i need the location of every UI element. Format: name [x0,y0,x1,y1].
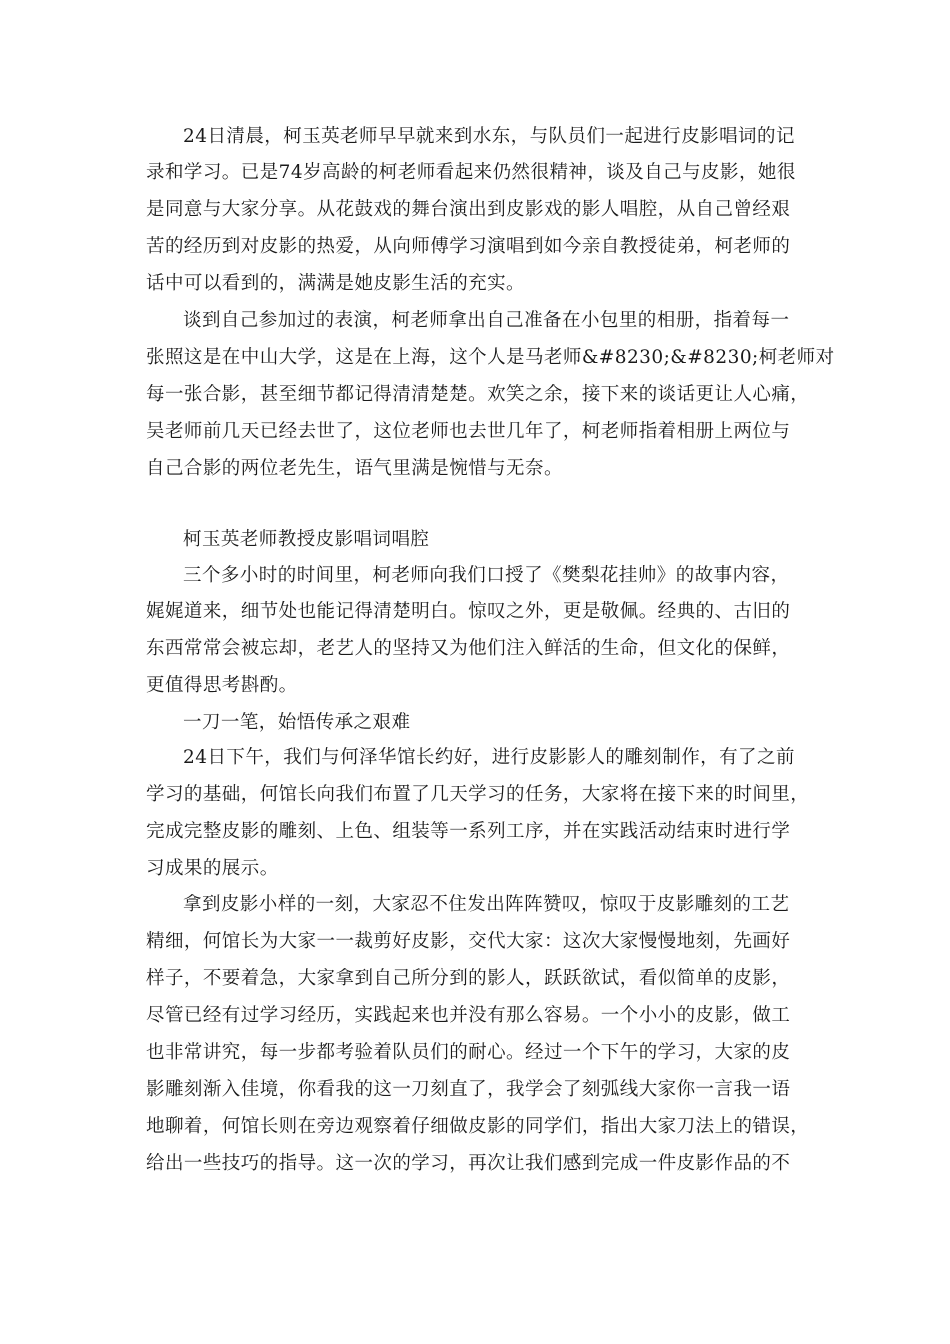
paragraph-3-line-3: 东西常常会被忘却，老艺人的坚持又为他们注入鲜活的生命，但文化的保鲜， [146,638,791,659]
paragraph-1-line-5: 话中可以看到的，满满是她皮影生活的充实。 [146,273,526,294]
paragraph-5-line-4: 尽管已经有过学习经历，实践起来也并没有那么容易。一个小小的皮影，做工 [146,1005,791,1026]
paragraph-1-line-4: 苦的经历到对皮影的热爱，从向师傅学习演唱到如今亲自教授徒弟，柯老师的 [146,236,791,257]
paragraph-2-line-3: 每一张合影，甚至细节都记得清清楚楚。欢笑之余，接下来的谈话更让人心痛， [146,384,810,405]
paragraph-5-line-6: 影雕刻渐入佳境，你看我的这一刀刻直了，我学会了刻弧线大家你一言我一语 [146,1079,791,1100]
paragraph-5-line-7: 地聊着，何馆长则在旁边观察着仔细做皮影的同学们，指出大家刀法上的错误， [146,1116,810,1137]
paragraph-4-line-2: 学习的基础，何馆长向我们布置了几天学习的任务，大家将在接下来的时间里， [146,784,810,805]
paragraph-5-line-5: 也非常讲究，每一步都考验着队员们的耐心。经过一个下午的学习，大家的皮 [146,1042,791,1063]
paragraph-1-line-1: 24日清晨，柯玉英老师早早就来到水东，与队员们一起进行皮影唱词的记 [183,126,795,147]
paragraph-4-line-1: 24日下午，我们与何泽华馆长约好，进行皮影影人的雕刻制作，有了之前 [183,747,795,768]
paragraph-1-line-2: 录和学习。已是74岁高龄的柯老师看起来仍然很精神，谈及自己与皮影，她很 [146,162,796,183]
paragraph-4-line-3: 完成完整皮影的雕刻、上色、组装等一系列工序，并在实践活动结束时进行学 [146,821,791,842]
paragraph-1-line-3: 是同意与大家分享。从花鼓戏的舞台演出到皮影戏的影人唱腔，从自己曾经艰 [146,199,791,220]
paragraph-3-line-2: 娓娓道来，细节处也能记得清楚明白。惊叹之外，更是敬佩。经典的、古旧的 [146,601,791,622]
section-heading: 柯玉英老师教授皮影唱词唱腔 [183,529,430,550]
paragraph-2-line-2: 张照这是在中山大学，这是在上海，这个人是马老师&#8230;&#8230;柯老师对 [146,347,835,368]
paragraph-2-line-1: 谈到自己参加过的表演，柯老师拿出自己准备在小包里的相册，指着每一 [183,310,790,331]
paragraph-5-line-8: 给出一些技巧的指导。这一次的学习，再次让我们感到完成一件皮影作品的不 [146,1153,791,1174]
paragraph-5-line-1: 拿到皮影小样的一刻，大家忍不住发出阵阵赞叹，惊叹于皮影雕刻的工艺 [183,894,790,915]
paragraph-4-line-4: 习成果的展示。 [146,858,279,879]
paragraph-3-line-4: 更值得思考斟酌。 [146,675,298,696]
paragraph-2-line-4: 吴老师前几天已经去世了，这位老师也去世几年了，柯老师指着相册上两位与 [146,421,791,442]
section-heading-2: 一刀一笔，始悟传承之艰难 [183,712,411,733]
paragraph-5-line-3: 样子，不要着急，大家拿到自己所分到的影人，跃跃欲试，看似简单的皮影， [146,968,791,989]
paragraph-5-line-2: 精细，何馆长为大家一一裁剪好皮影，交代大家：这次大家慢慢地刻，先画好 [146,931,791,952]
paragraph-2-line-5: 自己合影的两位老先生，语气里满是惋惜与无奈。 [146,458,563,479]
paragraph-3-line-1: 三个多小时的时间里，柯老师向我们口授了《樊梨花挂帅》的故事内容， [183,565,790,586]
